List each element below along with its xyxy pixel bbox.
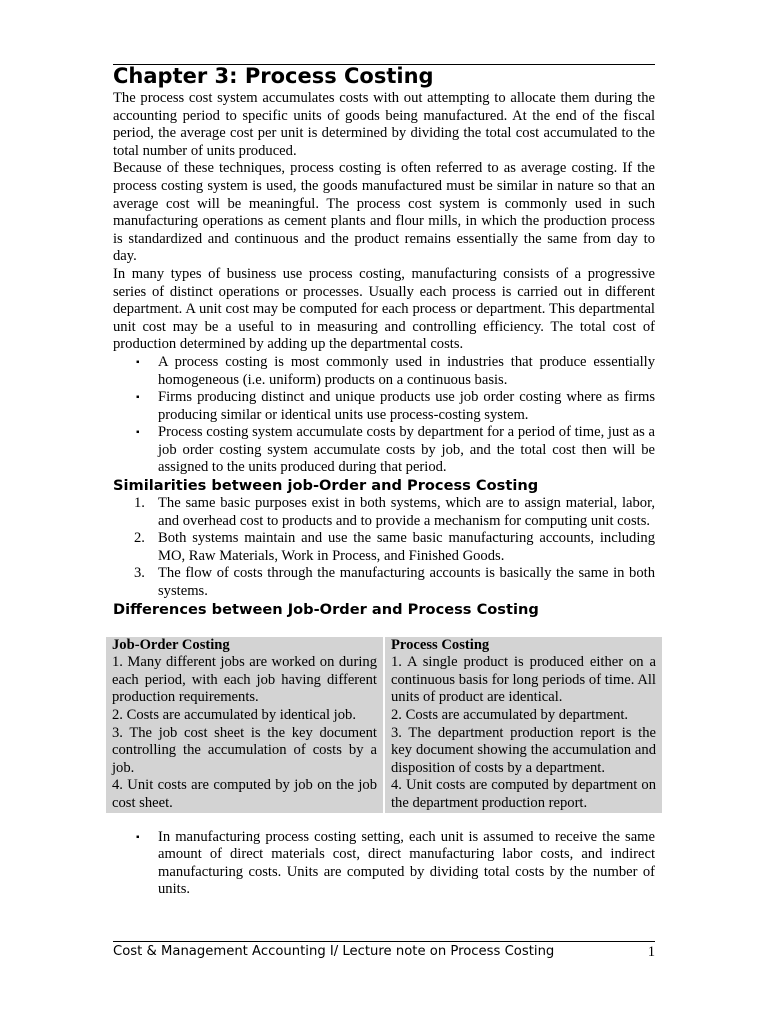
final-bullet-list <box>113 829 655 899</box>
footer-rule <box>113 941 655 942</box>
table-cell: 2. Costs are accumulated by identical job. <box>112 707 356 723</box>
bullet-marker-icon: ▪ <box>136 831 140 843</box>
similarity-text: The flow of costs through the manufacturing accounts is basically the same in both systems. <box>158 565 655 600</box>
bullet-text: Process costing system accumulate costs by department for a period of time, just as a job order costing system accumulate costs by job, and the total cost then will be assigned to the units produced during that period. <box>158 424 655 476</box>
intro-paragraph-2: Because of these techniques, process costing is often referred to as average costing. If the process costing system is used, the goods manufactured must be similar in nature so that an average cost will be meaningful. The process cost system is commonly used in such manufacturing operations as cement plants and flour mills, in which the production process is standardized and continuous and the product remains essentially the same from day to day. <box>113 160 655 265</box>
page-footer <box>113 943 655 961</box>
bullet-text: In manufacturing process costing setting, each unit is assumed to receive the same amount of direct materials cost, direct manufacturing labor costs, and indirect manufacturing costs. Units are computed by dividing total costs by the number of units. <box>158 828 655 898</box>
bullet-marker-icon: ▪ <box>136 392 140 404</box>
table-row <box>106 654 662 707</box>
table-cell: 3. The job cost sheet is the key document controlling the accumulation of costs by a job. <box>112 724 377 776</box>
table-row <box>106 777 662 812</box>
similarity-text: The same basic purposes exist in both systems, which are to assign material, labor, and overhead cost to products and to provide a mechanism for computing unit costs. <box>158 495 655 529</box>
similarities-heading: Similarities between job-Order and Process Costing <box>113 477 539 495</box>
item-number: 1. <box>134 495 145 512</box>
bullet-item <box>113 424 655 477</box>
bullet-item <box>113 389 655 424</box>
bullet-text: A process costing is most commonly used in industries that produce essentially homogeneous (i.e. uniform) products on a continuous basis. <box>158 353 655 388</box>
table-cell: 3. The department production report is the key document showing the accumulation and disposition of costs by a department. <box>384 725 662 778</box>
bullet-item <box>113 829 655 899</box>
chapter-title: Chapter 3: Process Costing <box>113 64 434 88</box>
column-header-job-order: Job-Order Costing <box>112 636 230 653</box>
intro-paragraph-3: In many types of business use process costing, manufacturing consists of a progressive series of distinct operations or processes. Usually each process is carried out in different department. A unit cost may be computed for each process or department. This departmental unit cost may be a useful to in measuring and controlling efficiency. The total cost of production determined by adding up the departmental costs. <box>113 265 655 353</box>
table-cell: 4. Unit costs are computed by department on the department production report. <box>384 777 662 812</box>
table-row <box>106 725 662 778</box>
similarity-item <box>113 495 655 530</box>
bullet-text: Firms producing distinct and unique products use job order costing where as firms producing similar or identical units use process-costing system. <box>158 389 655 423</box>
footer-text: Cost & Management Accounting I/ Lecture note on Process Costing <box>113 944 555 959</box>
table-row <box>106 707 662 725</box>
similarities-list <box>113 495 655 601</box>
table-cell: 1. A single product is produced either on a continuous basis for long periods of time. All units of product are identical. <box>384 654 662 707</box>
document-body <box>113 90 655 899</box>
bullet-marker-icon: ▪ <box>136 356 140 368</box>
column-header-process: Process Costing <box>384 637 662 655</box>
differences-heading: Differences between Job-Order and Process Costing <box>113 600 539 618</box>
table-cell: 1. Many different jobs are worked on during each period, with each job having different production requirements. <box>112 654 377 706</box>
table-cell: 2. Costs are accumulated by department. <box>384 707 662 725</box>
table-cell: 4. Unit costs are computed by job on the job cost sheet. <box>112 777 377 811</box>
similarity-text: Both systems maintain and use the same basic manufacturing accounts, including MO, Raw Materials, Work in Process, and Finished Goods. <box>158 530 655 564</box>
similarity-item <box>113 530 655 565</box>
item-number: 2. <box>134 530 145 547</box>
process-costing-bullets <box>113 354 655 477</box>
item-number: 3. <box>134 565 145 582</box>
comparison-table <box>106 637 662 813</box>
bullet-marker-icon: ▪ <box>136 427 140 439</box>
bullet-item <box>113 354 655 389</box>
page-number: 1 <box>647 944 655 960</box>
table-header-row <box>106 637 662 655</box>
similarity-item <box>113 565 655 600</box>
intro-paragraph-1: The process cost system accumulates costs with out attempting to allocate them during the accounting period to specific units of goods being manufactured. At the end of the fiscal period, the average cost per unit is determined by dividing the total cost accumulated to the total number of units produced. <box>113 90 655 159</box>
